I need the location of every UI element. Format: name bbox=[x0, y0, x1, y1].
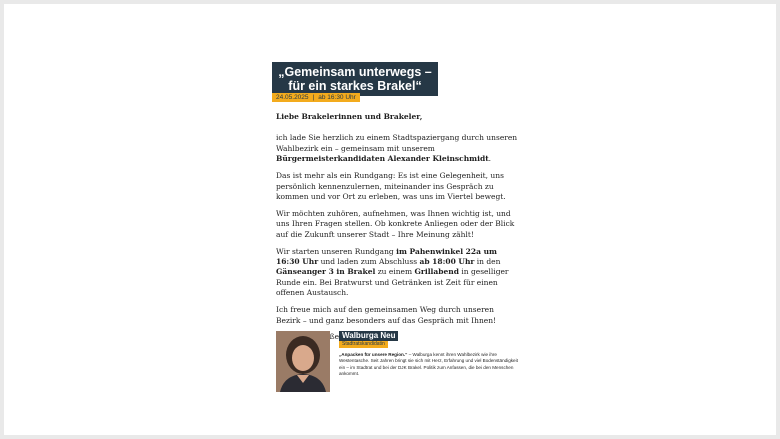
end-time: ab 18:00 Uhr bbox=[419, 256, 475, 266]
candidate-bio bbox=[339, 352, 519, 377]
event-time: ab 16:30 Uhr bbox=[318, 94, 356, 101]
schedule-text-c: und laden zum Abschluss bbox=[318, 256, 420, 266]
bio-text: – Walburga kennt ihren Wahlbezirk wie ihre Westentasche. Seit Jahren bringt sie sich mit Herz, Erfahrung und viel Bodenständigkeit ein – im Stadtrat und bei der DJK Brakel. Politik zum Anfassen, die bei den Menschen ankommt. bbox=[339, 352, 518, 376]
paragraph-closing-note: Ich freue mich auf den gemeinsamen Weg durch unseren Bezirk – und ganz besonders auf das Gespräch mit Ihnen! bbox=[276, 305, 497, 325]
candidate-role: Stadtratskandidatin bbox=[339, 341, 388, 348]
schedule-text-g: zu einem bbox=[375, 267, 415, 277]
grill-event: Grillabend bbox=[414, 267, 459, 277]
schedule-text-e: in den bbox=[474, 256, 501, 266]
portrait-illustration bbox=[276, 331, 330, 392]
invitation-text: ich lade Sie herzlich zu einem Stadtspaziergang durch unseren Wahlbezirk ein – gemeinsam mit unserem bbox=[276, 133, 518, 153]
headline-line-1: „Gemeinsam unterwegs – bbox=[278, 65, 432, 79]
candidate-name: Walburga Neu bbox=[339, 331, 398, 341]
letter-body bbox=[276, 112, 520, 349]
flyer-page bbox=[4, 4, 776, 435]
candidate-photo bbox=[276, 331, 330, 392]
separator: | bbox=[312, 94, 315, 101]
candidate-mention: Bürgermeisterkandidaten Alexander Kleinschmidt bbox=[276, 154, 489, 164]
event-date: 24.05.2025 bbox=[276, 94, 309, 101]
paragraph-listening: Wir möchten zuhören, aufnehmen, was Ihnen wichtig ist, und uns Ihren Fragen stellen. Ob konkrete Anliegen oder der Blick auf die Zukunft unserer Stadt – Ihre Meinung zählt! bbox=[276, 208, 515, 239]
invitation-end: . bbox=[488, 154, 492, 164]
paragraph-invitation bbox=[276, 133, 520, 164]
bio-quote: „Anpacken für unsere Region.“ bbox=[339, 352, 408, 357]
greeting: Liebe Brakelerinnen und Brakeler, bbox=[276, 112, 423, 121]
schedule-text-a: Wir starten unseren Rundgang bbox=[276, 246, 397, 256]
start-location: im Pahenwinkel 22a um 16:30 Uhr bbox=[276, 246, 497, 266]
headline bbox=[272, 62, 438, 96]
date-badge bbox=[272, 93, 360, 102]
paragraph-schedule bbox=[276, 247, 520, 299]
paragraph-purpose: Das ist mehr als ein Rundgang: Es ist eine Gelegenheit, uns persönlich kennenzulernen, miteinander ins Gespräch zu kommen und vor Ort zu erleben, was uns im Viertel bewegt. bbox=[276, 171, 506, 201]
schedule-text-i: in geselliger Runde ein. Bei Bratwurst und Getränken ist Zeit für einen offenen Austausch. bbox=[276, 267, 509, 298]
headline-line-2: für ein starkes Brakel“ bbox=[288, 79, 422, 93]
end-location: Gänseanger 3 in Brakel bbox=[276, 267, 376, 277]
